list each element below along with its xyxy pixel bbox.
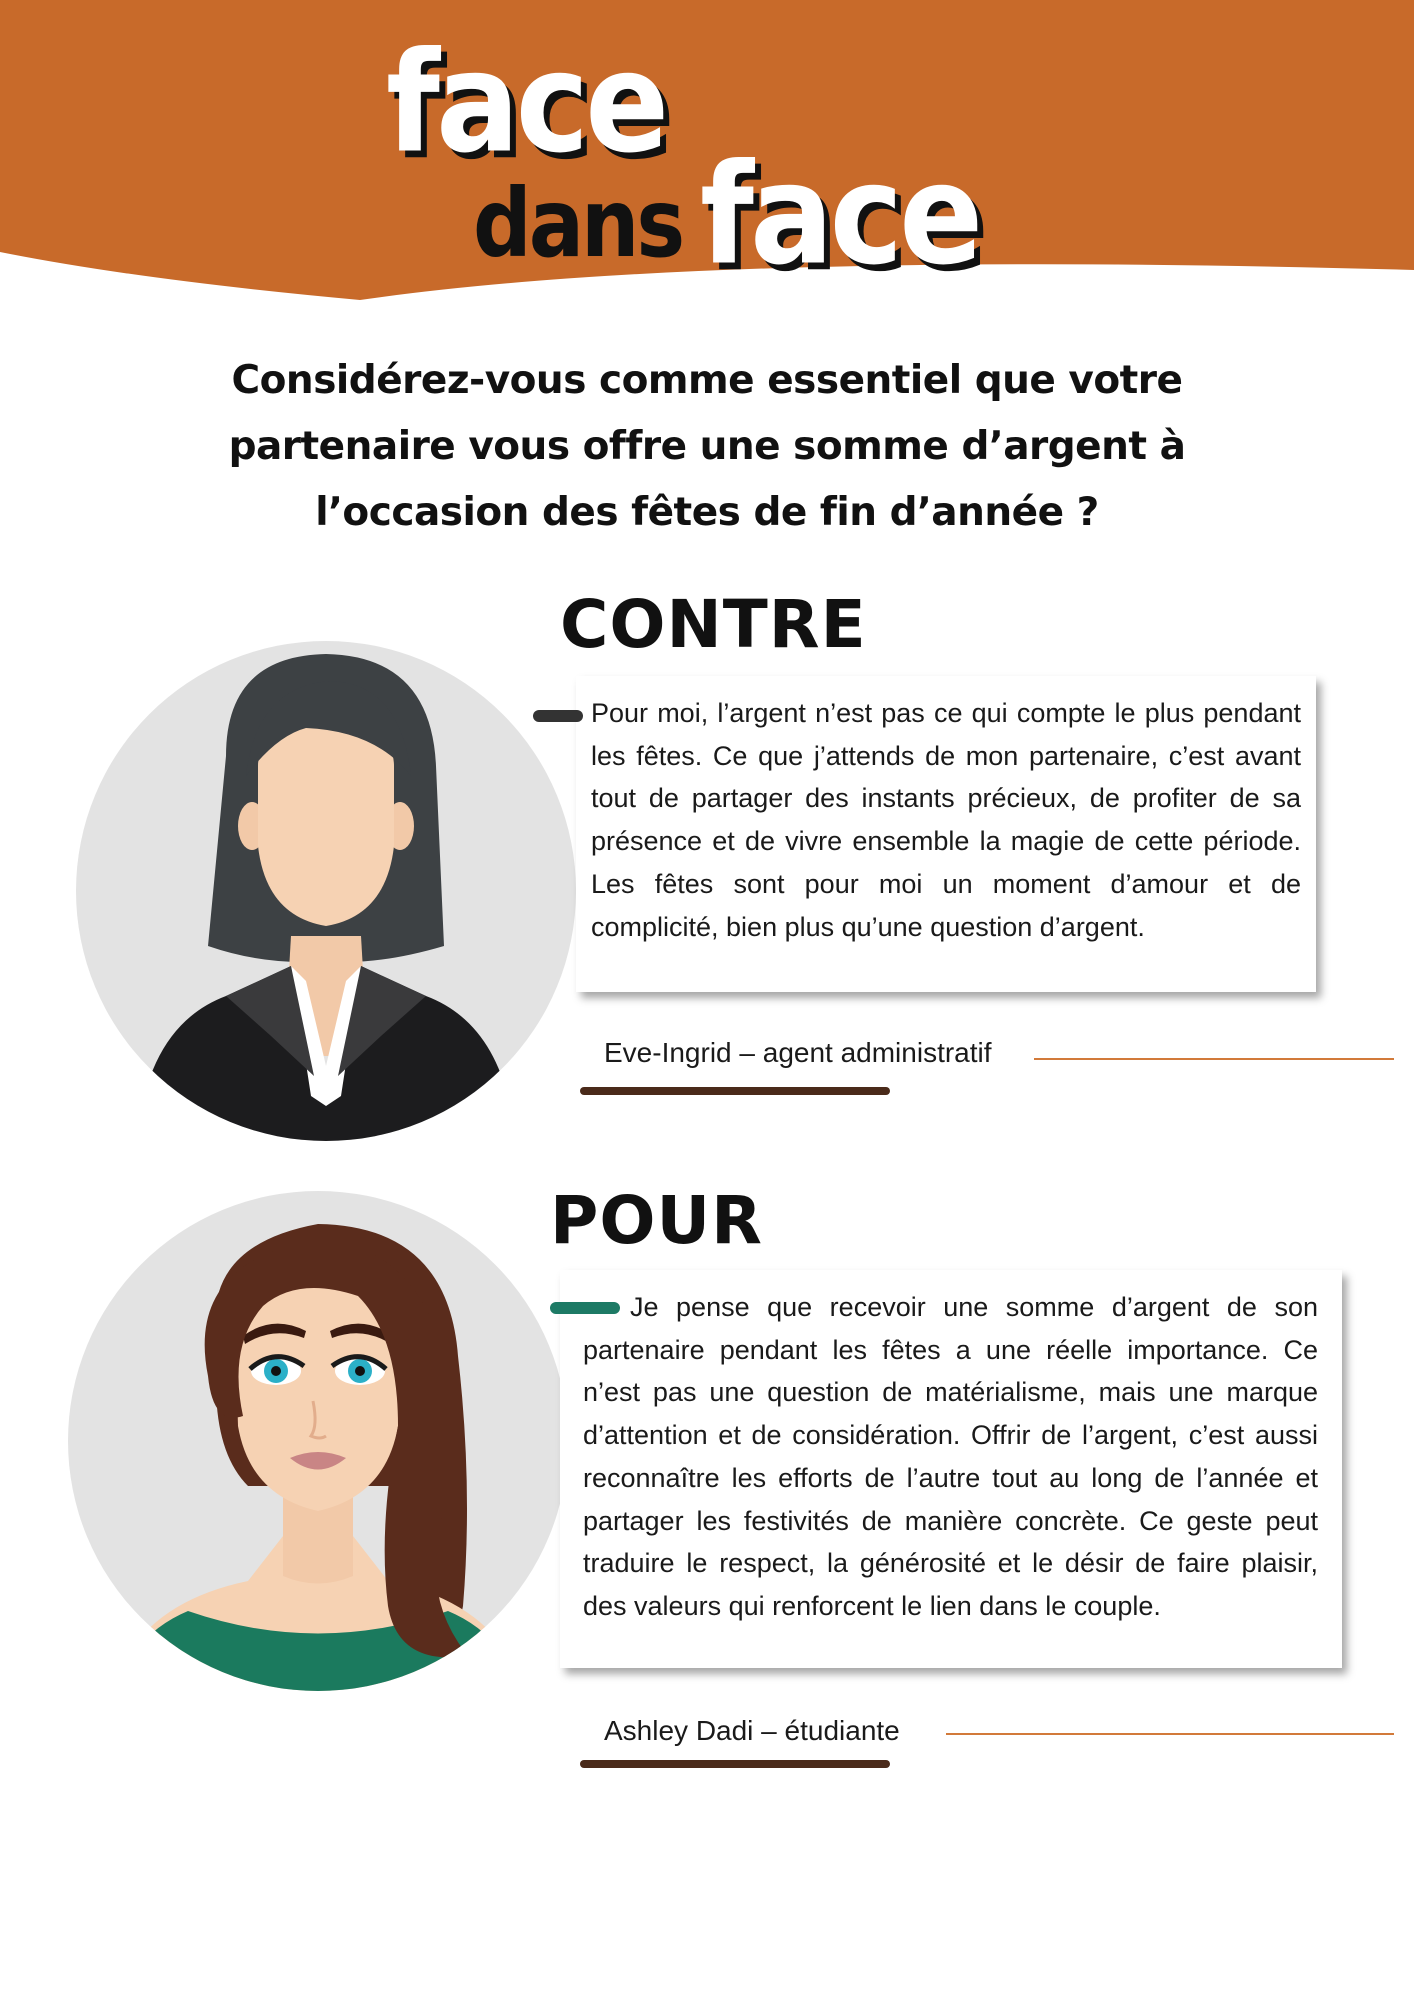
pour-author: Ashley Dadi – étudiante <box>604 1715 900 1746</box>
logo-word-dans: dans <box>473 169 683 280</box>
contre-heading: CONTRE <box>560 586 867 663</box>
pour-author-underline <box>580 1760 890 1768</box>
contre-quote-dash <box>533 710 583 722</box>
logo-word-face: face <box>386 22 666 185</box>
contre-author-underline <box>580 1087 890 1095</box>
pour-quote-text: Je pense que recevoir une somme d’argent de son partenaire pendant les fêtes a une réelle importance. Ce n’est pas une question de matérialisme, mais une marque d’attention et de considération. Offrir de l’argent, c’est aussi reconnaître les efforts de l’autre tout au long de l’année et partager les festivités de manière concrète. Ce geste peut traduire le respect, la générosité et le désir de faire plaisir, des valeurs qui renforcent le lien dans le couple. <box>583 1292 1318 1621</box>
avatar-woman-long-hair-icon <box>68 1186 568 1706</box>
debate-question: Considérez-vous comme essentiel que votre partenaire vous offre une somme d’argent à l’occasion des fêtes de fin d’année ? <box>228 358 1186 535</box>
logo-word-face-2: face <box>700 134 980 297</box>
contre-quote-text: Pour moi, l’argent n’est pas ce qui compte le plus pendant les fêtes. Ce que j’attends de mon partenaire, c’est avant tout de partager des instants précieux, de profiter de sa présence et de vivre ensemble la magie de cette période. Les fêtes sont pour moi un moment d’amour et de complicité, bien plus qu’une question d’argent. <box>591 698 1301 942</box>
pour-divider-line <box>946 1733 1394 1735</box>
contre-author: Eve-Ingrid – agent administratif <box>604 1037 992 1068</box>
avatar-woman-short-hair-icon <box>76 636 576 1146</box>
contre-divider-line <box>1034 1058 1394 1060</box>
pour-heading: POUR <box>550 1182 763 1259</box>
